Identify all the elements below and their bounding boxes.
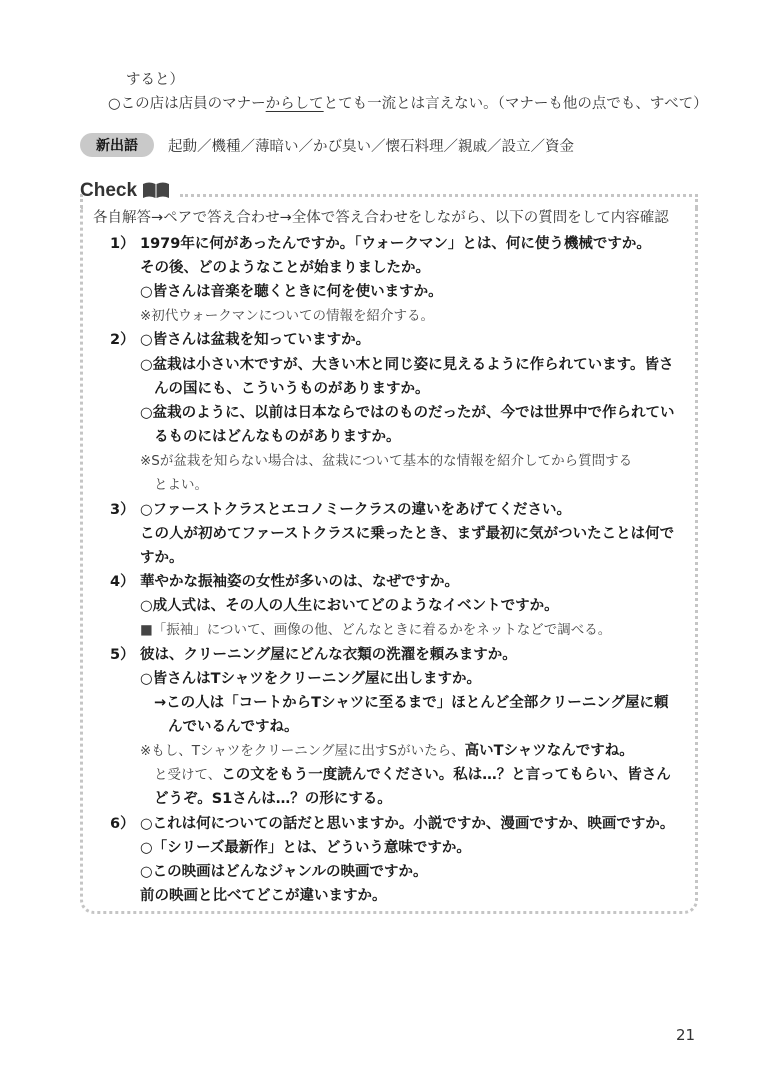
question-text: どうぞ。S1さんは…？の形にする。 bbox=[154, 791, 392, 807]
teacher-note: ■「振袖」について、画像の他、どんなときに着るかをネットなどで調べる。 bbox=[140, 622, 612, 638]
question-number: 2） bbox=[110, 332, 135, 348]
question-text: ○ファーストクラスとエコノミークラスの違いをあげてください。 bbox=[140, 502, 571, 518]
page-number: 21 bbox=[676, 1026, 696, 1044]
question-text: その後、どのようなことが始まりましたか。 bbox=[140, 260, 430, 276]
question-text: ○盆栽のように、以前は日本ならではのものだったが、今では世界中で作られてい bbox=[140, 405, 675, 421]
question-number: 3） bbox=[110, 502, 135, 518]
question-text: 1979年に何があったんですか。「ウォークマン」とは、何に使う機械ですか。 bbox=[140, 236, 651, 252]
intro-text-a: ○この店は店員のマナー bbox=[108, 96, 266, 112]
intro-line-2 bbox=[108, 94, 708, 114]
question-text: ○「シリーズ最新作」とは、どういう意味ですか。 bbox=[140, 840, 471, 856]
new-words-list: 起動／機種／薄暗い／かび臭い／懐石料理／親戚／設立／資金 bbox=[168, 139, 574, 155]
teacher-note: ※Sが盆栽を知らない場合は、盆栽について基本的な情報を紹介してから質問する bbox=[140, 453, 633, 469]
question-number: 4） bbox=[110, 574, 135, 590]
question-text: ○皆さんは音楽を聴くときに何を使いますか。 bbox=[140, 284, 443, 300]
question-text: ○盆栽は小さい木ですが、大きい木と同じ姿に見えるように作られています。皆さ bbox=[140, 357, 674, 373]
question-text: 彼は、クリーニング屋にどんな衣類の洗濯を頼みますか。 bbox=[140, 647, 517, 663]
check-title: Check bbox=[80, 180, 138, 201]
question-number: 1） bbox=[110, 236, 135, 252]
new-words-badge: 新出語 bbox=[80, 133, 154, 157]
teacher-note-text: と受けて、 bbox=[154, 767, 222, 783]
question-text: ○これは何についての話だと思いますか。小説ですか、漫画ですか、映画ですか。 bbox=[140, 816, 675, 832]
intro-underlined-text: からして bbox=[265, 96, 324, 112]
question-text: 前の映画と比べてどこが違いますか。 bbox=[140, 888, 387, 904]
question-text: ○この映画はどんなジャンルの映画ですか。 bbox=[140, 864, 428, 880]
teacher-note bbox=[154, 765, 671, 785]
question-text: ○皆さんは盆栽を知っていますか。 bbox=[140, 332, 371, 348]
check-instruction: 各自解答→ペアで答え合わせ→全体で答え合わせをしながら、以下の質問をして内容確認 bbox=[93, 210, 669, 226]
teacher-note-text: ※もし、Tシャツをクリーニング屋に出すSがいたら、 bbox=[140, 743, 465, 759]
question-text: ○皆さんはTシャツをクリーニング屋に出しますか。 bbox=[140, 671, 481, 687]
question-text: るものにはどんなものがありますか。 bbox=[154, 429, 401, 445]
intro-line-1: すると） bbox=[126, 72, 184, 88]
teacher-note: とよい。 bbox=[154, 477, 208, 493]
model-answer-text: 高いTシャツなんですね。 bbox=[464, 743, 634, 759]
teacher-note: ※初代ウォークマンについての情報を紹介する。 bbox=[140, 308, 435, 324]
intro-text-b: とても一流とは言えない。（マナーも他の点でも、すべて） bbox=[323, 96, 708, 112]
question-text: すか。 bbox=[140, 550, 184, 566]
question-text: 華やかな振袖姿の女性が多いのは、なぜですか。 bbox=[140, 574, 459, 590]
teacher-note bbox=[140, 741, 634, 761]
question-text: この人が初めてファーストクラスに乗ったとき、まず最初に気がついたことは何で bbox=[140, 526, 675, 542]
question-number: 6） bbox=[110, 816, 135, 832]
question-text: →この人は「コートからTシャツに至るまで」ほとんど全部クリーニング屋に頼 bbox=[154, 695, 669, 711]
model-answer-text: この文をもう一度読んでください。私は…？と言ってもらい、皆さん bbox=[221, 767, 671, 783]
question-text: ○成人式は、その人の人生においてどのようなイベントですか。 bbox=[140, 598, 559, 614]
question-number: 5） bbox=[110, 647, 135, 663]
check-box-top-border bbox=[180, 194, 698, 197]
question-text: んでいるんですね。 bbox=[168, 719, 299, 735]
book-icon bbox=[142, 181, 170, 199]
question-text: んの国にも、こういうものがありますか。 bbox=[154, 381, 430, 397]
